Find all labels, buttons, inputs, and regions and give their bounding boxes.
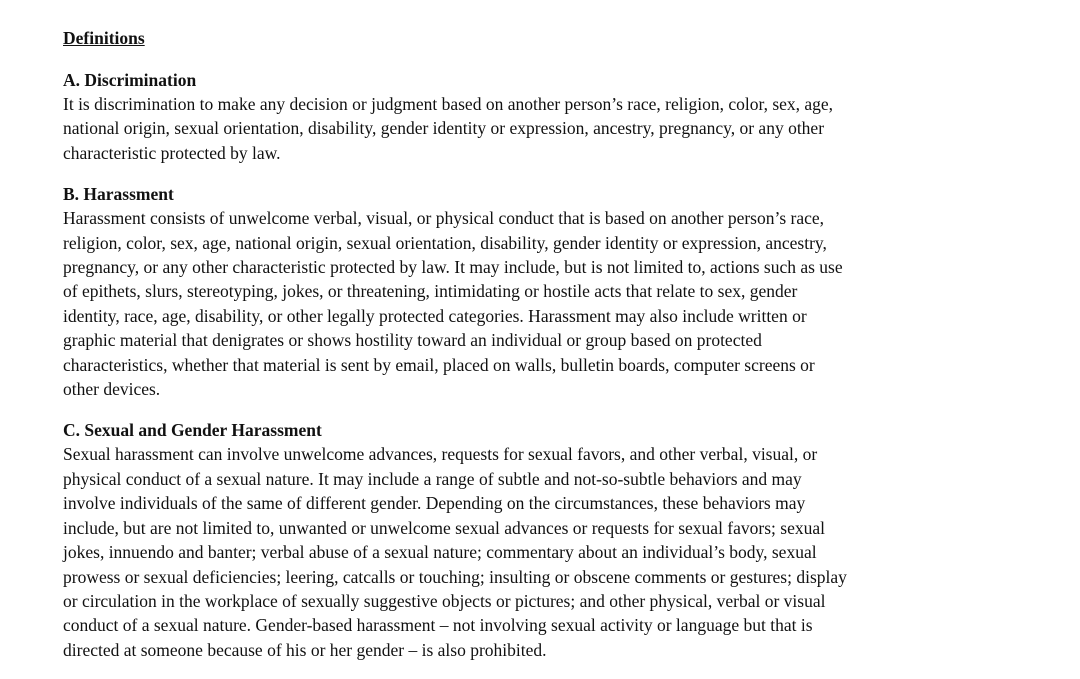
section-title: A. Discrimination: [63, 70, 197, 90]
text-line: pregnancy, or any other characteristic protected by law. It may include, but is not limited to, actions such as use: [63, 257, 843, 278]
document-page: [63, 26, 1023, 679]
text-line: Harassment consists of unwelcome verbal, visual, or physical conduct that is based on another person’s race,: [63, 208, 825, 229]
text-line: include, but are not limited to, unwanted or unwelcome sexual advances or requests for sexual favors; sexual: [63, 517, 825, 538]
text-line: Sexual harassment can involve unwelcome advances, requests for sexual favors, and other verbal, visual, or: [63, 444, 818, 465]
text-line: prowess or sexual deficiencies; leering, catcalls or touching; insulting or obscene comments or gestures; display: [63, 566, 847, 587]
section-title: C. Sexual and Gender Harassment: [63, 420, 322, 441]
text-line: involve individuals of the same of different gender. Depending on the circumstances, these behaviors may: [63, 493, 806, 514]
text-line: national origin, sexual orientation, disability, gender identity or expression, ancestry, pregnancy, or any other: [63, 118, 825, 139]
text-line: conduct of a sexual nature. Gender-based harassment – not involving sexual activity or language but that is: [63, 615, 813, 636]
section-sexual-gender-harassment: [63, 418, 1023, 662]
text-line: characteristic protected by law.: [63, 142, 281, 163]
document-heading: Definitions: [63, 28, 145, 48]
section-body: [63, 206, 1023, 401]
text-line: characteristics, whether that material is sent by email, placed on walls, bulletin boards, computer screens or: [63, 354, 815, 375]
text-line: It is discrimination to make any decision or judgment based on another person’s race, religion, color, sex, age,: [63, 94, 834, 114]
text-line: or circulation in the workplace of sexually suggestive objects or pictures; and other physical, verbal or visual: [63, 590, 826, 611]
text-line: directed at someone because of his or her gender – is also prohibited.: [63, 639, 547, 660]
text-line: religion, color, sex, age, national origin, sexual orientation, disability, gender identity or expression, ancestry,: [63, 232, 827, 253]
text-line: other devices.: [63, 379, 161, 400]
text-line: identity, race, age, disability, or other legally protected categories. Harassment may also include written or: [63, 305, 807, 326]
section-title: B. Harassment: [63, 184, 174, 205]
section-body: [63, 92, 1023, 165]
section-body: [63, 442, 1023, 662]
text-line: of epithets, slurs, stereotyping, jokes, or threatening, intimidating or hostile acts that relate to sex, gender: [63, 281, 798, 302]
section-harassment: [63, 182, 1023, 401]
text-line: graphic material that denigrates or shows hostility toward an individual or group based on protected: [63, 330, 762, 351]
text-line: jokes, innuendo and banter; verbal abuse of a sexual nature; commentary about an individual’s body, sexual: [63, 542, 817, 563]
text-line: physical conduct of a sexual nature. It may include a range of subtle and not-so-subtle behaviors and may: [63, 468, 802, 489]
section-discrimination: [63, 68, 1023, 165]
